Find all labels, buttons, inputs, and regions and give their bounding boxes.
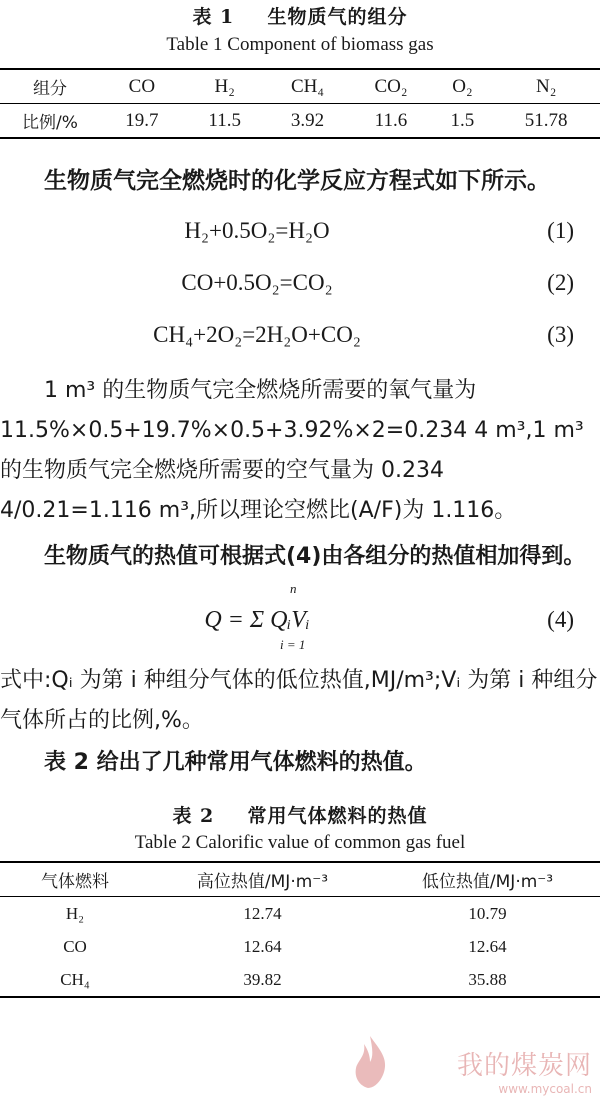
table1-caption-number: 表 1: [192, 6, 235, 28]
definition-paragraph: 式中:Qᵢ 为第 i 种组分气体的低位热值,MJ/m³;Vᵢ 为第 i 种组分气体所占的比例,%。: [0, 668, 598, 733]
table2-low: 35.88: [468, 969, 507, 989]
table-row: [0, 897, 600, 931]
table1-caption: [0, 0, 600, 60]
table-row: [0, 963, 600, 997]
table1-value: 11.6: [374, 109, 408, 131]
table1-row-value-label: 比例/%: [22, 113, 78, 133]
table1-value: 1.5: [450, 109, 475, 131]
flame-logo-icon: [350, 1034, 390, 1090]
equation-block: [0, 205, 600, 361]
equation-4-number: (4): [547, 607, 574, 632]
table1-caption-title: 生物质气的组分: [267, 6, 408, 28]
table2-header-high: 高位热值/MJ·m⁻³: [196, 872, 329, 892]
intro-paragraph: 生物质气完全燃烧时的化学反应方程式如下所示。: [44, 168, 550, 194]
table2-caption: [0, 801, 600, 857]
equation-3: [0, 309, 600, 361]
table1-component: H₂: [214, 75, 235, 97]
table2-header-row: [0, 862, 600, 897]
table2-high: 12.64: [243, 936, 282, 956]
equation-1: [0, 205, 600, 257]
oxygen-paragraph: 1 m³ 的生物质气完全燃烧所需要的氧气量为 11.5%×0.5+19.7%×0.5+3.92%×2=0.234 4 m³,1 m³ 的生物质气完全燃烧所需要的空气量为 0.234 4/0.21=1.116 m³,所以理论空燃比(A/F)为 1.116。: [0, 378, 584, 523]
table2-low: 10.79: [468, 903, 507, 923]
table1-component: O₂: [452, 75, 473, 97]
table1-component: CO: [128, 75, 156, 97]
table1-value: 19.7: [125, 109, 159, 131]
table2-fuel: CO: [63, 936, 87, 956]
equation-4-lower-limit: i = 1: [280, 636, 306, 652]
table2-caption-title: 常用气体燃料的热值: [247, 805, 428, 827]
table2-header-low: 低位热值/MJ·m⁻³: [421, 872, 554, 892]
table2-fuel: CH₄: [60, 969, 90, 989]
equation-4-upper-limit: n: [290, 580, 297, 596]
table2-low: 12.64: [468, 936, 507, 956]
equation-2-number: (2): [547, 270, 574, 295]
table1-caption-en: Table 1 Component of biomass gas: [166, 34, 434, 55]
watermark-name: 我的煤炭网: [456, 1051, 592, 1081]
equation-3-number: (3): [547, 322, 574, 347]
table1-component: CO₂: [374, 75, 408, 97]
table-row: [0, 930, 600, 963]
equation-1-number: (1): [547, 218, 574, 243]
table2-high: 39.82: [243, 969, 282, 989]
table1-component: N₂: [535, 75, 557, 97]
watermark-url: www.mycoal.cn: [498, 1082, 592, 1096]
table2-header-fuel: 气体燃料: [41, 872, 109, 892]
equation-2-formula: CO+0.5O₂=CO₂: [181, 270, 333, 295]
equation-1-formula: H₂+0.5O₂=H₂O: [184, 218, 330, 243]
table2-high: 12.74: [243, 903, 282, 923]
table1-component: CH₄: [291, 75, 325, 97]
equation-2: [0, 257, 600, 309]
table2: [0, 861, 600, 998]
table1-value: 51.78: [524, 109, 568, 131]
table2-intro: 表 2 给出了几种常用气体燃料的热值。: [44, 750, 427, 775]
table1: [0, 68, 600, 139]
table2-caption-number: 表 2: [172, 805, 215, 827]
table1-value: 3.92: [290, 109, 325, 131]
equation-3-formula: CH₄+2O₂=2H₂O+CO₂: [153, 322, 361, 347]
table2-fuel: H₂: [65, 903, 85, 923]
table2-caption-en: Table 2 Calorific value of common gas fuel: [134, 832, 466, 853]
equation-4-formula: Q = Σ QᵢVᵢ: [204, 606, 310, 633]
table1-value: 11.5: [208, 109, 241, 131]
watermark: [457, 1045, 592, 1096]
table1-row-header-label: 组分: [33, 79, 67, 99]
heat-paragraph: 生物质气的热值可根据式(4)由各组分的热值相加得到。: [44, 544, 586, 569]
table1-value-row: [0, 104, 600, 139]
equation-4: [0, 580, 600, 657]
table1-header-row: [0, 69, 600, 104]
